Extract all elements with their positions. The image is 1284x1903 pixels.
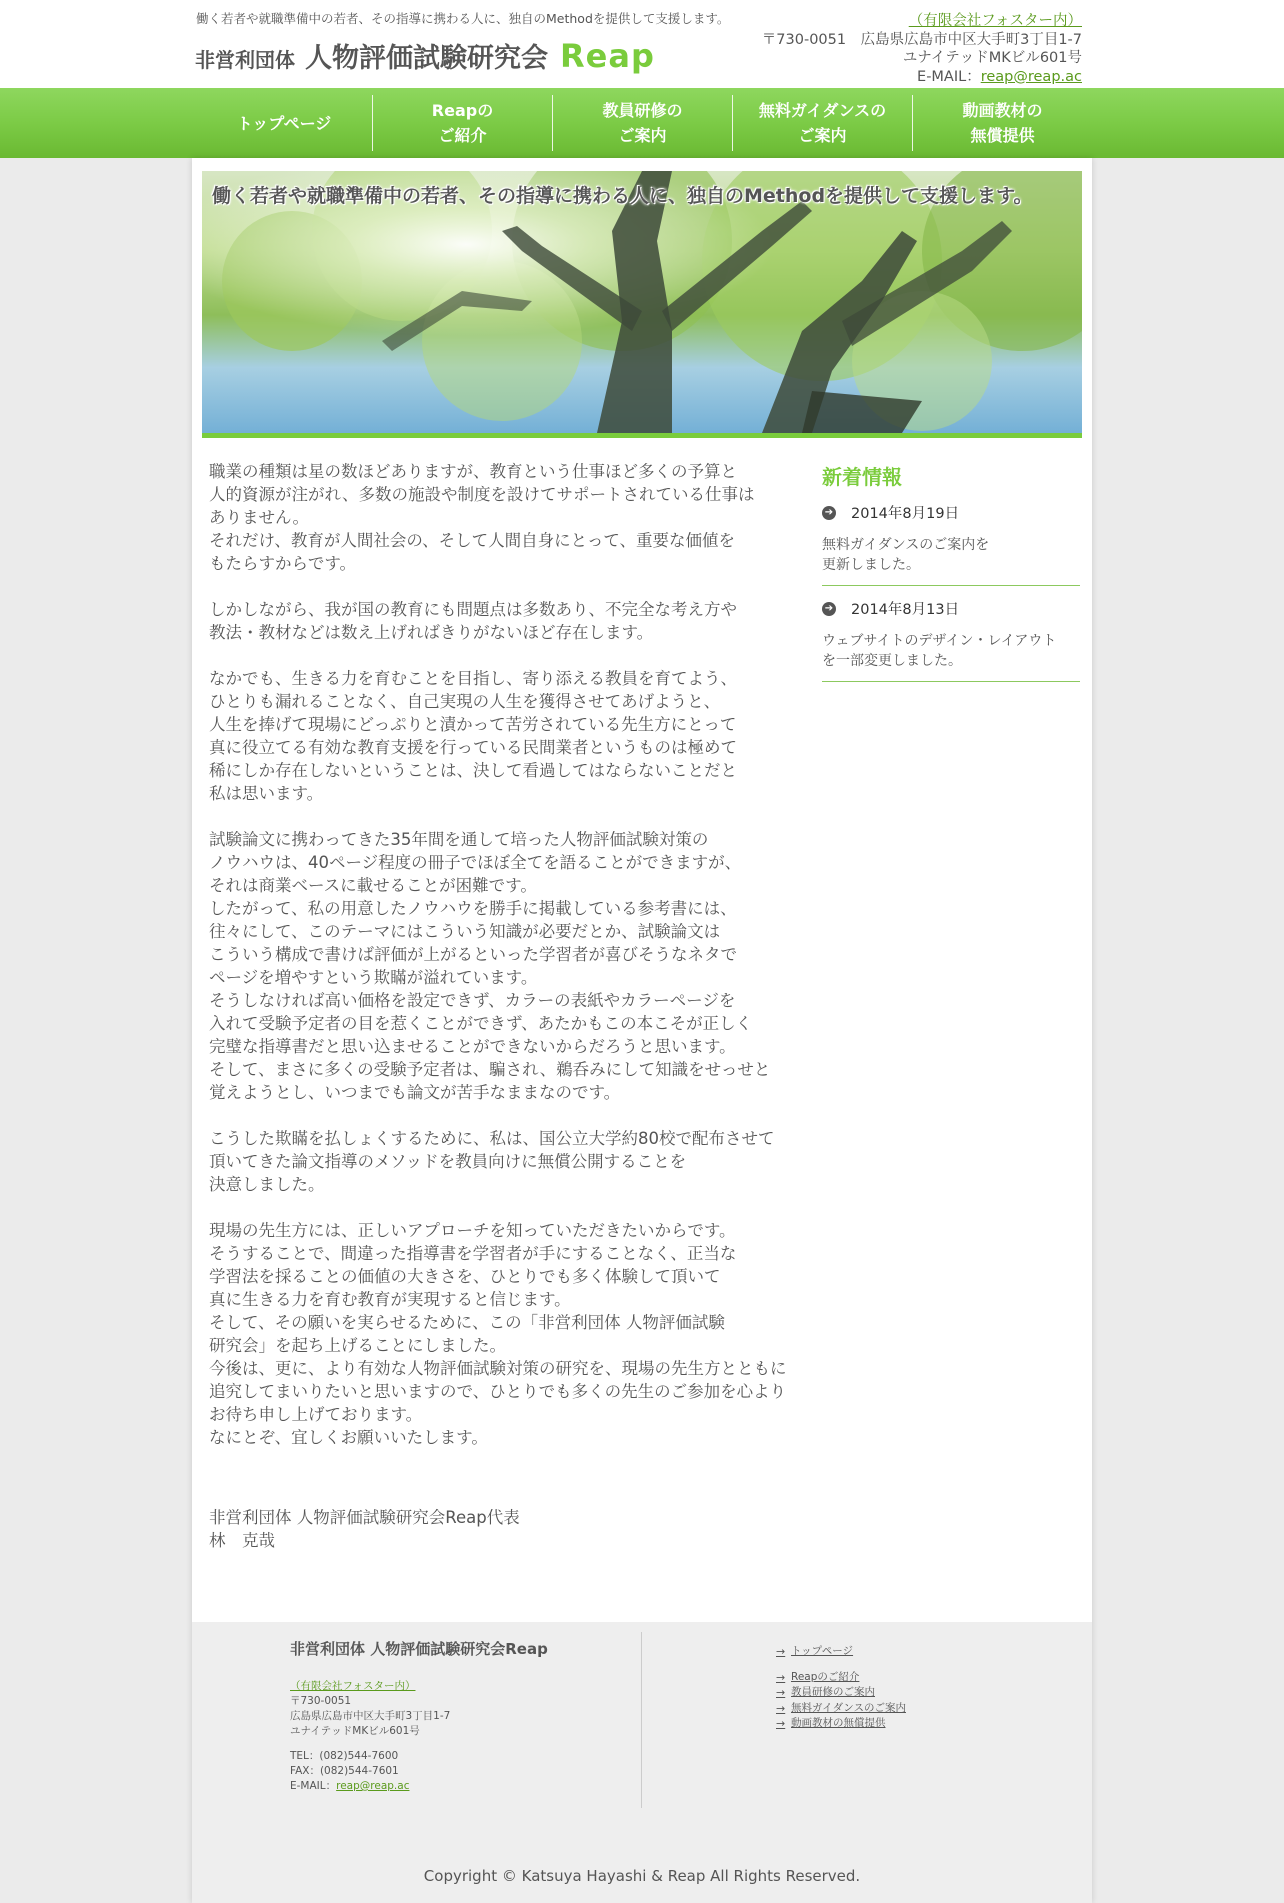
email-label: E-MAIL： [917,68,981,85]
address-line2: ユナイテッドMKビル601号 [902,50,1082,66]
footer-link-video[interactable]: → 動画教材の無償提供 [776,1717,886,1730]
footer-company-link[interactable]: （有限会社フォスター内） [290,1680,416,1692]
site-footer [192,1622,1092,1903]
tree-canopy-image [202,171,1082,433]
footer-link-top[interactable]: → トップページ [776,1645,854,1658]
footer-org: 非営利団体 人物評価試験研究会Reap [290,1640,548,1658]
arrow-right-icon: → [776,1670,786,1684]
news-text: 無料ガイダンスのご案内を 更新しました。 [822,537,990,573]
footer-email-row [290,1779,548,1794]
footer-fax: FAX：(082)544-7601 [290,1765,399,1777]
arrow-circle-icon: ➔ [822,506,836,520]
nav-item-top[interactable]: トップページ [236,113,332,133]
footer-address1: 広島県広島市中区大手町3丁目1-7 [290,1710,451,1722]
footer-contact [290,1642,548,1794]
main-nav [0,88,1284,158]
nav-item-training[interactable]: 教員研修の ご案内 [602,101,683,145]
news-text: ウェブサイトのデザイン・レイアウト を一部変更しました。 [822,633,1057,669]
arrow-right-icon: → [776,1717,786,1730]
email-link[interactable]: reap@reap.ac [980,68,1082,85]
arrow-right-icon: → [776,1686,786,1699]
footer-link-training[interactable]: → 教員研修のご案内 [776,1686,875,1699]
header-tagline: 働く若者や就職準備中の若者、その指導に携わる人に、独自のMethodを提供して支援します。 [196,11,730,26]
footer-email-label: E-MAIL： [290,1780,337,1792]
footer-link-guidance[interactable]: → 無料ガイダンスのご案内 [776,1701,906,1715]
hero-banner [202,171,1082,433]
news-date: 2014年8月13日 [851,602,960,618]
news-item [822,586,1080,682]
nav-item-video[interactable]: 動画教材の 無償提供 [962,101,1043,145]
arrow-right-icon: → [776,1645,786,1658]
nav-item-about[interactable]: Reapの ご紹介 [431,101,494,145]
footer-link-about[interactable]: → Reapのご紹介 [776,1670,860,1684]
footer-divider [641,1632,642,1808]
main-article: 職業の種類は星の数ほどありますが、教育という仕事ほど多くの予算と 人的資源が注がれ、多数の施設や制度を設けてサポートされている仕事は ありません。 それだけ、教育が人間社会の、そして人間自身にとって、重要な価値を もたらすからです。 しかしながら、我が国の教育にも問題点は多数あり、不完全な考え方や 教法・教材などは数え上げればきりがないほど存在します。 なかでも、生きる力を育むことを目指し、寄り添える教員を育てよう、 ひとりも漏れることなく、自己実現の人生を獲得させてあげようと、 人生を捧げて現場にどっぷりと漬かって苦労されている先生方にとって 真に役立てる有効な教育支援を行っている民間業者というものは極めて 稀にしか存在しないということは、決して看過してはならないことだと 私は思います。 試験論文に携わってきた35年間を通して培った人物評価試験対策の ノウハウは、40ページ程度の冊子でほぼ全てを語ることができますが、 それは商業ベースに載せることが困難です。 したがって、私の用意したノウハウを勝手に掲載している参考書には、 往々にして、このテーマにはこういう知識が必要だとか、試験論文は こういう構成で書けば評価が上がるといった学習者が喜びそうなネタで ページを増やすという欺瞞が溢れています。 そうしなければ高い価格を設定できず、カラーの表紙やカラーページを 入れて受験予定者の目を惹くことができず、あたかもこの本こそが正しく 完璧な指導書だと思い込ませることができないからだろうと思います。 そして、まさに多くの受験予定者は、騙され、鵜呑みにして知識をせっせと 覚えようとし、いつまでも論文が苦手なままなのです。 こうした欺瞞を払しょくするために、私は、国公立大学約80校で配布させて 頂いてきた論文指導のメソッドを教員向けに無償公開することを 決意しました。 現場の先生方には、正しいアプローチを知っていただきたいからです。 そうすることで、間違った指導書を学習者が手にすることなく、正当な 学習法を採ることの価値の大きさを、ひとりでも多く体験して頂いて 真に生きる力を育む教育が実現すると信じます。 そして、その願いを実らせるために、この「非営利団体 人物評価試験 研究会」を起ち上げることにしました。 今後は、更に、より有効な人物評価試験対策の研究を、現場の先生方とともに 追究してまいりたいと思いますので、ひとりでも多くの先生のご参加を心より お待ち申し上げております。 なにとぞ、宜しくお願いいたします。 [209,462,787,1447]
company-link[interactable]: （有限会社フォスター内） [908,13,1082,29]
arrow-circle-icon: ➔ [822,602,836,616]
footer-address2: ユナイテッドMKビル601号 [290,1725,420,1737]
content-wrapper [192,158,1092,1903]
site-header [0,0,1284,88]
footer-email-link[interactable]: reap@reap.ac [336,1780,410,1792]
news-item [822,490,1080,586]
site-logo[interactable] [195,36,655,75]
footer-links [776,1644,906,1732]
logo-name: 人物評価試験研究会 [305,43,548,74]
address-line1: 〒730-0051 広島県広島市中区大手町3丁目1-7 [761,31,1082,48]
header-contact [762,12,1082,86]
nav-item-guidance[interactable]: 無料ガイダンスの ご案内 [758,101,887,145]
footer-tel: TEL：(082)544-7600 [290,1750,399,1762]
email-row [762,68,1082,87]
news-title: 新着情報 [822,465,902,489]
arrow-right-icon: → [776,1701,786,1715]
hero-tagline: 働く若者や就職準備中の若者、その指導に携わる人に、独自のMethodを提供して支援します。 [212,185,1033,207]
logo-org: 非営利団体 [195,48,295,72]
news-sidebar [822,453,1080,682]
hero-underline [202,433,1082,438]
article-signature: 非営利団体 人物評価試験研究会Reap代表 林 克哉 [209,1508,520,1550]
logo-brand: Reap [560,37,655,75]
copyright: Copyright © Katsuya Hayashi & Reap All Rights Reserved. [423,1867,861,1885]
news-date: 2014年8月19日 [851,506,960,522]
footer-postal: 〒730-0051 [290,1695,352,1707]
